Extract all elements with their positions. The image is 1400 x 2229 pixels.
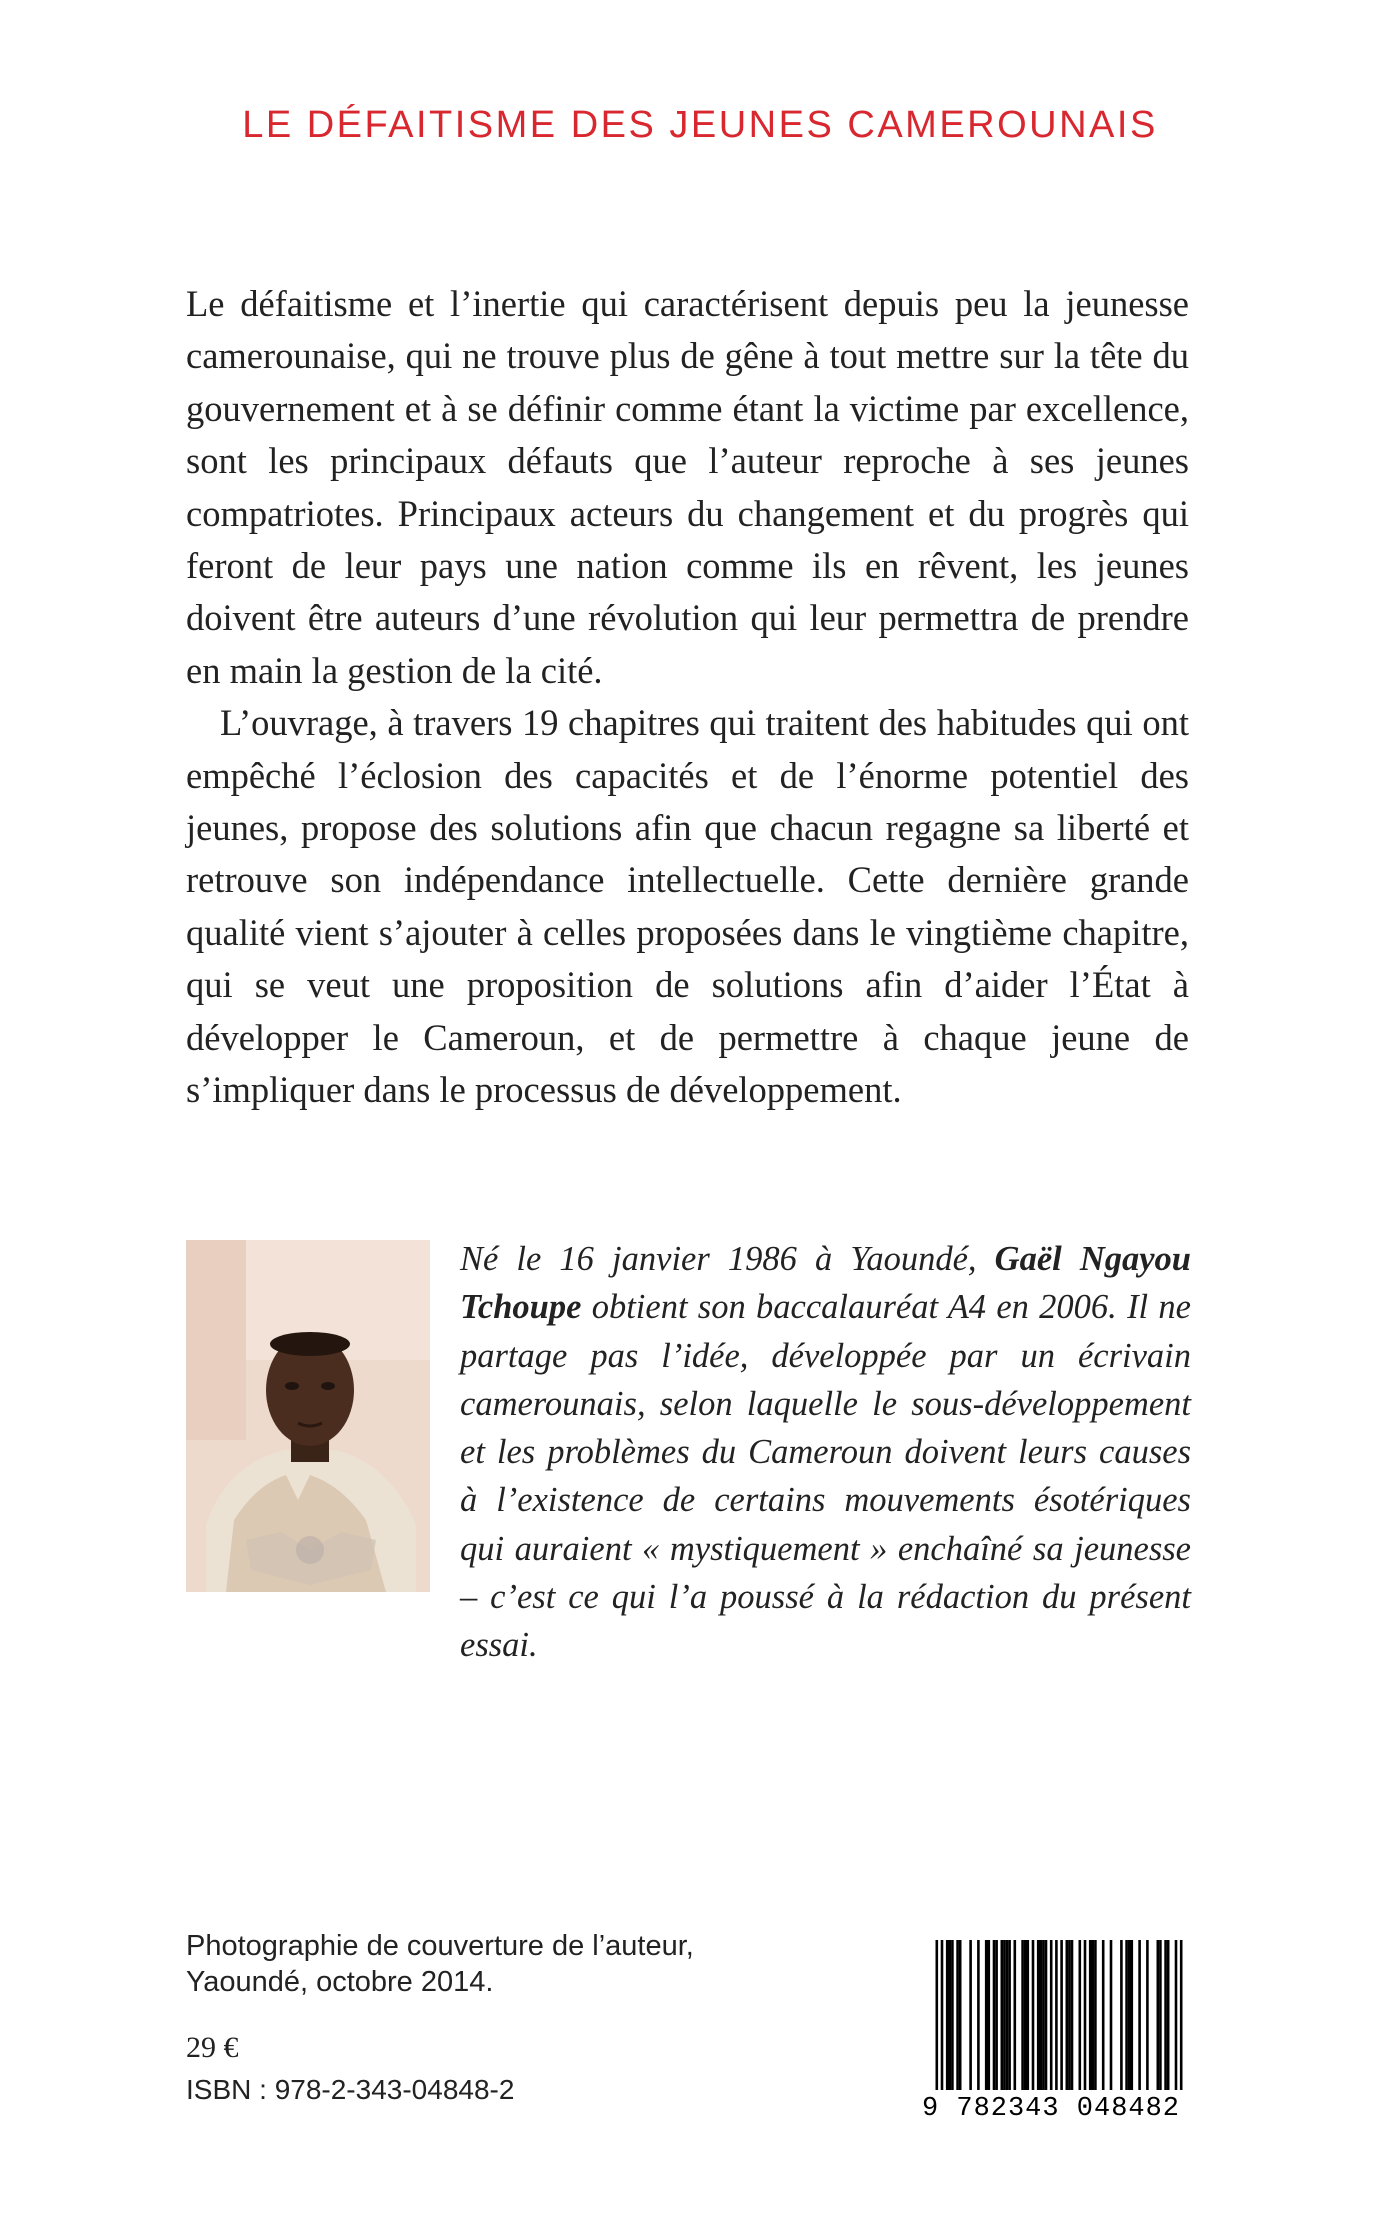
barcode-bar	[946, 1940, 949, 2090]
barcode-bar	[993, 1940, 996, 2090]
barcode-bar	[1089, 1940, 1092, 2090]
barcode-bar	[1003, 1940, 1006, 2090]
barcode-bar	[1001, 1940, 1004, 2090]
summary-paragraph: L’ouvrage, à travers 19 chapitres qui traitent des habitudes qui ont empêché l’éclosion des capacités et de l’énorme potentiel des jeunes, propose des solutions afin que chacun regagne sa liberté et retrouve son indépendance intellectuelle. Cette dernière grande qualité vient s’ajouter à celles proposées dans le vingtième chapitre, qui se veut une proposition de solutions afin d’aider l’État à développer le Cameroun, et de permettre à chaque jeune de s’impliquer dans le processus de développement.	[186, 702, 1189, 1111]
author-photo	[186, 1240, 430, 1592]
barcode-bar	[1146, 1940, 1149, 2090]
barcode-bar	[1128, 1940, 1131, 2090]
author-bio	[460, 1235, 1191, 1670]
photo-credit-line: Yaoundé, octobre 2014.	[186, 1966, 494, 1998]
photo-credit-line: Photographie de couverture de l’auteur,	[186, 1930, 694, 1962]
bio-rest: obtient son baccalauréat A4 en 2006. Il ne partage pas l’idée, développée par un écrivain camerounais, selon laquelle le sous-développement et les problèmes du Cameroun doivent leurs causes à l’existence de certains mouvements ésotériques qui auraient « mystiquement » enchaîné sa jeunesse – c’est ce qui l’a poussé à la rédaction du présent essai.	[460, 1288, 1191, 1665]
photo-credit	[186, 1928, 836, 2000]
barcode-bar	[1045, 1940, 1048, 2090]
barcode-bar	[1008, 1940, 1011, 2090]
barcode-bar	[1092, 1940, 1095, 2090]
barcode-bar	[1138, 1940, 1141, 2090]
bio-intro: Né le 16 janvier 1986 à Yaoundé,	[460, 1240, 995, 1278]
barcode-bar	[1110, 1940, 1113, 2090]
barcode-bar	[959, 1940, 962, 2090]
barcode-bar	[1021, 1940, 1024, 2090]
barcode-bar	[1037, 1940, 1040, 2090]
barcode-bar	[1027, 1940, 1030, 2090]
barcode-digits: 9 782343 048482	[921, 2094, 1181, 2124]
barcode-bar	[977, 1940, 980, 2090]
barcode-bar	[941, 1940, 944, 2090]
barcode-bar	[1032, 1940, 1035, 2090]
barcode-bar	[1120, 1940, 1123, 2090]
barcode-bar	[1055, 1940, 1058, 2090]
barcode-bar	[1164, 1940, 1167, 2090]
barcode-bar	[988, 1940, 991, 2090]
barcode-bar	[1102, 1940, 1105, 2090]
barcode-bar	[1060, 1940, 1063, 2090]
isbn: ISBN : 978-2-343-04848-2	[186, 2074, 515, 2105]
barcode-bar	[1068, 1940, 1071, 2090]
barcode-bar	[1157, 1940, 1160, 2090]
barcode-bars	[912, 1940, 1190, 2090]
barcode-bar	[969, 1940, 972, 2090]
barcode-bar	[949, 1940, 952, 2090]
barcode-bar	[1006, 1940, 1009, 2090]
barcode-bar	[1159, 1940, 1162, 2090]
barcode-bar	[1066, 1940, 1069, 2090]
barcode-bar	[1131, 1940, 1134, 2090]
barcode-bar	[1071, 1940, 1074, 2090]
back-cover-summary	[186, 278, 1189, 1117]
barcode-bar	[936, 1940, 939, 2090]
price: 29 €	[186, 2031, 239, 2064]
barcode-bar	[1125, 1940, 1128, 2090]
barcode-bar	[995, 1940, 998, 2090]
barcode-bar	[1040, 1940, 1043, 2090]
barcode-bar	[1084, 1940, 1087, 2090]
barcode-bar	[1180, 1940, 1183, 2090]
barcode-bar	[1175, 1940, 1178, 2090]
author-name: Gaël Ngayou Tchoupe	[460, 1240, 1191, 1327]
barcode-bar	[985, 1940, 988, 2090]
barcode-bar	[1167, 1940, 1170, 2090]
isbn-barcode	[912, 1940, 1190, 2130]
barcode-bar	[1014, 1940, 1017, 2090]
book-title: LE DÉFAITISME DES JEUNES CAMEROUNAIS	[242, 104, 1158, 146]
barcode-bar	[1024, 1940, 1027, 2090]
barcode-bar	[956, 1940, 959, 2090]
summary-paragraph: Le défaitisme et l’inertie qui caractérisent depuis peu la jeunesse camerounaise, qui ne trouve plus de gêne à tout mettre sur la tête du gouvernement et à se définir comme étant la victime par excellence, sont les principaux défauts que l’auteur reproche à ses jeunes compatriotes. Principaux acteurs du changement et du progrès qui feront de leur pays une nation comme ils en rêvent, les jeunes doivent être auteurs d’une révolution qui leur permettra de prendre en main la gestion de la cité.	[186, 283, 1189, 691]
barcode-bar	[1050, 1940, 1053, 2090]
barcode-bar	[1094, 1940, 1097, 2090]
barcode-bar	[1042, 1940, 1045, 2090]
barcode-bar	[1079, 1940, 1082, 2090]
barcode-bar	[951, 1940, 954, 2090]
